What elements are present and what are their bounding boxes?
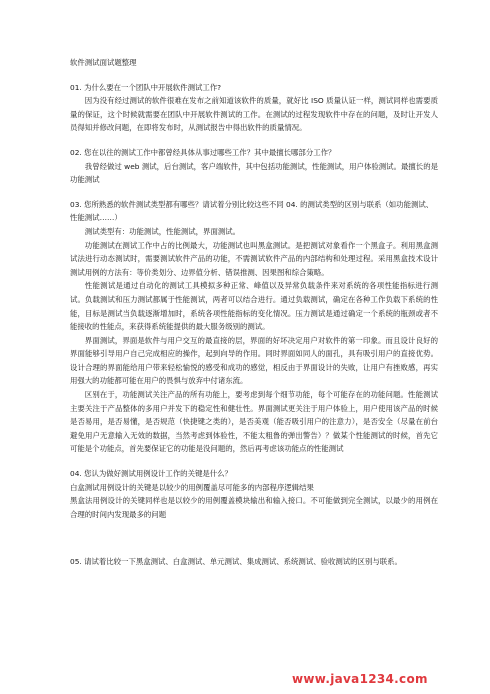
document-page [70,56,438,569]
question-03: 03. 您所熟悉的软件测试类型都有哪些？请试着分别比较这些不同 04. 的测试类型的区别与联系（如功能测试、性能测试……） [70,199,434,223]
question-05: 05. 请试着比较一下黑盒测试、白盒测试、单元测试、集成测试、系统测试、验收测试的区别与联系。 [70,557,402,567]
question-04: 04. 您认为做好测试用例设计工作的关键是什么？ [70,469,232,479]
answer-01-paragraph: 因为没有经过测试的软件很难在发布之前知道该软件的质量，就好比 ISO 质量认证一样，测试同样也需要质量的保证，这个时候就需要在团队中开展软件测试的工作。在测试的过程发现软件中存在的问题，及时让开发人员得知并修改问题，在即将发布时，从测试报告中得出软件的质量情况。 [70,96,438,133]
question-01: 01. 为什么要在一个团队中开展软件测试工作? [70,82,222,92]
answer-03-ui-testing: 界面测试，界面是软件与用户交互的最直接的层，界面的好坏决定用户对软件的第一印象。而且设计良好的界面能够引导用户自己完成相应的操作，起到向导的作用。同时界面如同人的面孔，具有吸引用户的直接优势。设计合理的界面能给用户带来轻松愉悦的感受和成功的感觉，相反由于界面设计的失败，让用户有挫败感，再实用强大的功能都可能在用户的畏惧与放弃中付诸东流。 [70,335,438,386]
answer-03-functional-testing: 功能测试在测试工作中占的比例最大，功能测试也叫黑盒测试。是把测试对象看作一个黑盒子。利用黑盒测试法进行动态测试时，需要测试软件产品的功能，不需测试软件产品的内部结构和处理过程。采用黑盒技术设计测试用例的方法有：等价类划分、边界值分析、错误推测、因果图和综合策略。 [70,240,438,277]
site-watermark: www.java1234.com [292,672,428,686]
document-title: 软件测试面试题整理 [70,58,137,67]
answer-04-whitebox: 白盒测试用例设计的关键是以较少的用例覆盖尽可能多的内部程序逻辑结果 [70,482,314,492]
answer-04-blackbox: 黑盒法用例设计的关键同样也是以较少的用例覆盖模块输出和输入接口。不可能做到完全测试，以最少的用例在合理的时间内发现最多的问题 [70,496,438,519]
answer-03-differences: 区别在于，功能测试关注产品的所有功能上，要考虑到每个细节功能，每个可能存在的功能问题。性能测试主要关注于产品整体的多用户并发下的稳定性和健壮性。界面测试更关注于用户体验上，用户使用该产品的时候是否易用，是否易懂，是否规范（快捷键之类的），是否美观（能否吸引用户的注意力），是否安全（尽量在前台避免用户无意输入无效的数据，当然考虑到体验性，不能太粗鲁的弹出警告）？做某个性能测试的时候，首先它可能是个功能点，首先要保证它的功能是没问题的，然后再考虑该功能点的性能测试 [70,390,438,454]
answer-03-test-types: 测试类型有：功能测试，性能测试，界面测试。 [84,226,241,236]
question-02: 02. 您在以往的测试工作中都曾经具体从事过哪些工作？其中最擅长哪部分工作？ [70,147,336,157]
answer-02-paragraph: 我曾经做过 web 测试，后台测试，客户端软件，其中包括功能测试，性能测试，用户体验测试。最擅长的是功能测试 [70,161,438,185]
answer-03-performance-testing: 性能测试是通过自动化的测试工具模拟多种正常、峰值以及异常负载条件来对系统的各项性能指标进行测试。负载测试和压力测试都属于性能测试，两者可以结合进行。通过负载测试，确定在各种工作负载下系统的性能，目标是测试当负载逐渐增加时，系统各项性能指标的变化情况。压力测试是通过确定一个系统的瓶颈或者不能接收的性能点，来获得系统能提供的最大服务级别的测试。 [70,281,438,332]
